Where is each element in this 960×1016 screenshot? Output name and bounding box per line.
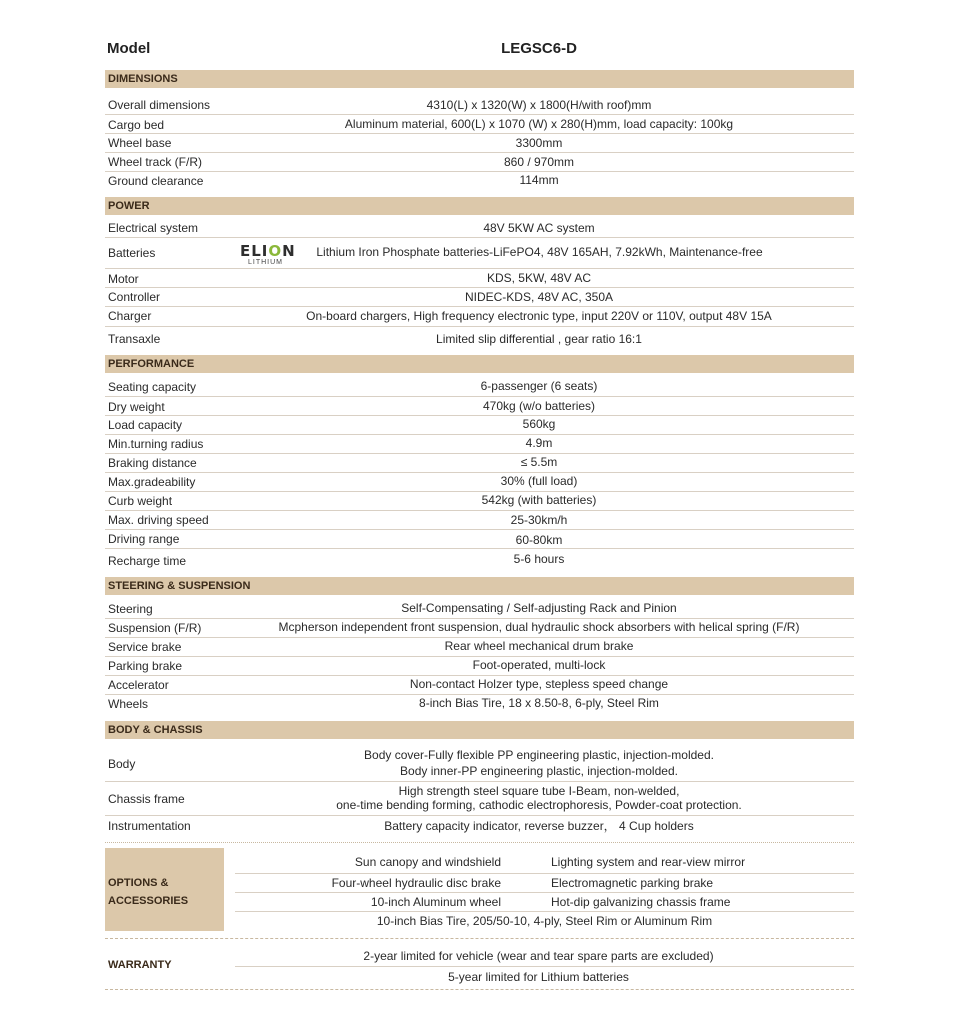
- model-row: [105, 38, 854, 62]
- warranty-value: 2-year limited for vehicle (wear and tear spare parts are excluded): [363, 949, 714, 963]
- spec-label: Max. driving speed: [108, 513, 209, 527]
- options-title-box: [105, 848, 224, 931]
- logo-wordmark: ELION: [240, 242, 296, 260]
- spec-label: Service brake: [108, 640, 182, 654]
- spec-label: Chassis frame: [108, 792, 185, 806]
- spec-value: Foot-operated, multi-lock: [472, 658, 606, 672]
- spec-row: [105, 549, 854, 571]
- spec-label: Steering: [108, 602, 153, 616]
- spec-value: Lithium Iron Phosphate batteries-LiFePO4, 48V 165AH, 7.92kWh, Maintenance-free: [316, 245, 763, 259]
- spec-label: Wheel base: [108, 136, 172, 150]
- option-row: [235, 874, 854, 893]
- spec-value: Self-Compensating / Self-adjusting Rack and Pinion: [401, 601, 677, 615]
- spec-label: Min.turning radius: [108, 437, 204, 451]
- spec-value: NIDEC-KDS, 48V AC, 350A: [464, 290, 614, 304]
- section-dimensions-header: DIMENSIONS: [105, 70, 854, 88]
- spec-value: 60-80km: [515, 533, 563, 547]
- spec-row: [105, 816, 854, 843]
- section-power-header: POWER: [105, 197, 854, 215]
- spec-row: [105, 657, 854, 676]
- spec-label: Max.gradeability: [108, 475, 196, 489]
- logo-subtitle: LITHIUM: [248, 259, 283, 266]
- divider: [105, 938, 854, 939]
- spec-row: [105, 743, 854, 782]
- option-left: Four-wheel hydraulic disc brake: [331, 876, 501, 890]
- model-label: Model: [107, 40, 151, 57]
- options-title: OPTIONS & ACCESSORIES: [108, 877, 189, 907]
- option-right: Hot-dip galvanizing chassis frame: [551, 895, 731, 909]
- spec-label: Transaxle: [108, 332, 161, 346]
- spec-label: Braking distance: [108, 456, 197, 470]
- spec-label: Cargo bed: [108, 118, 165, 132]
- spec-row: [105, 288, 854, 307]
- spec-value: 5-6 hours: [513, 552, 565, 566]
- model-value: LEGSC6-D: [501, 40, 577, 57]
- spec-value: 6-passenger (6 seats): [480, 379, 598, 393]
- spec-value-line1: Body cover-Fully flexible PP engineering plastic, injection-molded.: [364, 748, 714, 762]
- spec-value: 470kg (w/o batteries): [482, 399, 596, 413]
- spec-row: [105, 676, 854, 695]
- spec-value: 4310(L) x 1320(W) x 1800(H/with roof)mm: [426, 98, 652, 112]
- spec-value-line2: Body inner-PP engineering plastic, injection-molded.: [400, 764, 678, 778]
- warranty-title: WARRANTY: [108, 959, 172, 971]
- spec-label: Accelerator: [108, 678, 169, 692]
- spec-value: Aluminum material, 600(L) x 1070 (W) x 280(H)mm, load capacity: 100kg: [344, 117, 734, 131]
- spec-value-line2: one-time bending forming, cathodic electrophoresis, Powder-coat protection.: [336, 798, 742, 812]
- spec-row: [105, 397, 854, 416]
- spec-label: Load capacity: [108, 418, 183, 432]
- spec-value: Battery capacity indicator, reverse buzzer， 4 Cup holders: [384, 819, 694, 833]
- spec-row: [105, 638, 854, 657]
- spec-row: [105, 530, 854, 549]
- elion-lithium-logo: [240, 242, 298, 268]
- spec-value: 4.9m: [525, 436, 553, 450]
- spec-label: Overall dimensions: [108, 98, 211, 112]
- spec-row: [105, 307, 854, 327]
- spec-label: Ground clearance: [108, 174, 204, 188]
- spec-label: Suspension (F/R): [108, 621, 202, 635]
- warranty-row: [235, 967, 854, 988]
- spec-value: 560kg: [522, 417, 556, 431]
- spec-label: Body: [108, 757, 136, 771]
- warranty-row: [235, 946, 854, 967]
- spec-label: Motor: [108, 272, 139, 286]
- spec-row: [105, 511, 854, 530]
- spec-value: 3300mm: [515, 136, 563, 150]
- spec-value: 542kg (with batteries): [481, 493, 597, 507]
- option-row: [235, 893, 854, 912]
- spec-value: 30% (full load): [500, 474, 578, 488]
- spec-row: [105, 782, 854, 816]
- spec-label: Wheel track (F/R): [108, 155, 203, 169]
- spec-row: [105, 492, 854, 511]
- spec-value: Non-contact Holzer type, stepless speed change: [409, 677, 669, 691]
- spec-label: Parking brake: [108, 659, 183, 673]
- spec-label: Dry weight: [108, 400, 165, 414]
- spec-row: [105, 269, 854, 288]
- spec-label: Driving range: [108, 532, 180, 546]
- spec-label: Charger: [108, 309, 152, 323]
- spec-row: [105, 115, 854, 134]
- spec-row: [105, 695, 854, 715]
- option-row: [235, 853, 854, 874]
- spec-row: [105, 435, 854, 454]
- spec-value: 114mm: [519, 173, 559, 187]
- spec-label: Batteries: [108, 246, 156, 260]
- option-right: Lighting system and rear-view mirror: [551, 855, 746, 869]
- option-full: 10-inch Bias Tire, 205/50-10, 4-ply, Steel Rim or Aluminum Rim: [376, 914, 713, 928]
- option-row: [235, 912, 854, 932]
- spec-value: Mcpherson independent front suspension, dual hydraulic shock absorbers with helical spring (F/R): [278, 620, 800, 634]
- spec-value: 8-inch Bias Tire, 18 x 8.50-8, 6-ply, Steel Rim: [419, 696, 659, 710]
- spec-row: [105, 416, 854, 435]
- spec-row: [105, 95, 854, 115]
- spec-row: [105, 172, 854, 192]
- spec-label: Instrumentation: [108, 819, 191, 833]
- warranty-value: 5-year limited for Lithium batteries: [448, 970, 629, 984]
- spec-label: Recharge time: [108, 554, 187, 568]
- spec-label: Curb weight: [108, 494, 173, 508]
- spec-row: [105, 134, 854, 153]
- spec-row: [105, 218, 854, 238]
- option-right: Electromagnetic parking brake: [551, 876, 714, 890]
- divider: [105, 989, 854, 990]
- spec-row: [105, 473, 854, 492]
- section-performance-header: PERFORMANCE: [105, 355, 854, 373]
- spec-value: 25-30km/h: [510, 513, 568, 527]
- spec-label: Wheels: [108, 697, 149, 711]
- spec-value: 860 / 970mm: [503, 155, 575, 169]
- spec-row: [105, 454, 854, 473]
- spec-value: KDS, 5KW, 48V AC: [486, 271, 592, 285]
- spec-row: [105, 377, 854, 397]
- spec-label: Seating capacity: [108, 380, 197, 394]
- spec-value: 48V 5KW AC system: [483, 221, 595, 235]
- spec-label: Controller: [108, 290, 161, 304]
- spec-row: [105, 153, 854, 172]
- option-left: Sun canopy and windshield: [354, 855, 501, 869]
- spec-label: Electrical system: [108, 221, 199, 235]
- spec-value: Rear wheel mechanical drum brake: [444, 639, 634, 653]
- section-body-header: BODY & CHASSIS: [105, 721, 854, 739]
- option-left: 10-inch Aluminum wheel: [370, 895, 501, 909]
- spec-row: [105, 599, 854, 619]
- spec-row: [105, 327, 854, 350]
- spec-row: [105, 619, 854, 638]
- spec-value: ≤ 5.5m: [520, 455, 558, 469]
- spec-value-line1: High strength steel square tube I-Beam, non-welded,: [398, 784, 680, 798]
- section-steering-header: STEERING & SUSPENSION: [105, 577, 854, 595]
- spec-value: Limited slip differential , gear ratio 16:1: [436, 332, 642, 346]
- spec-value: On-board chargers, High frequency electronic type, input 220V or 110V, output 48V 15A: [306, 309, 772, 323]
- spec-row: [105, 238, 854, 269]
